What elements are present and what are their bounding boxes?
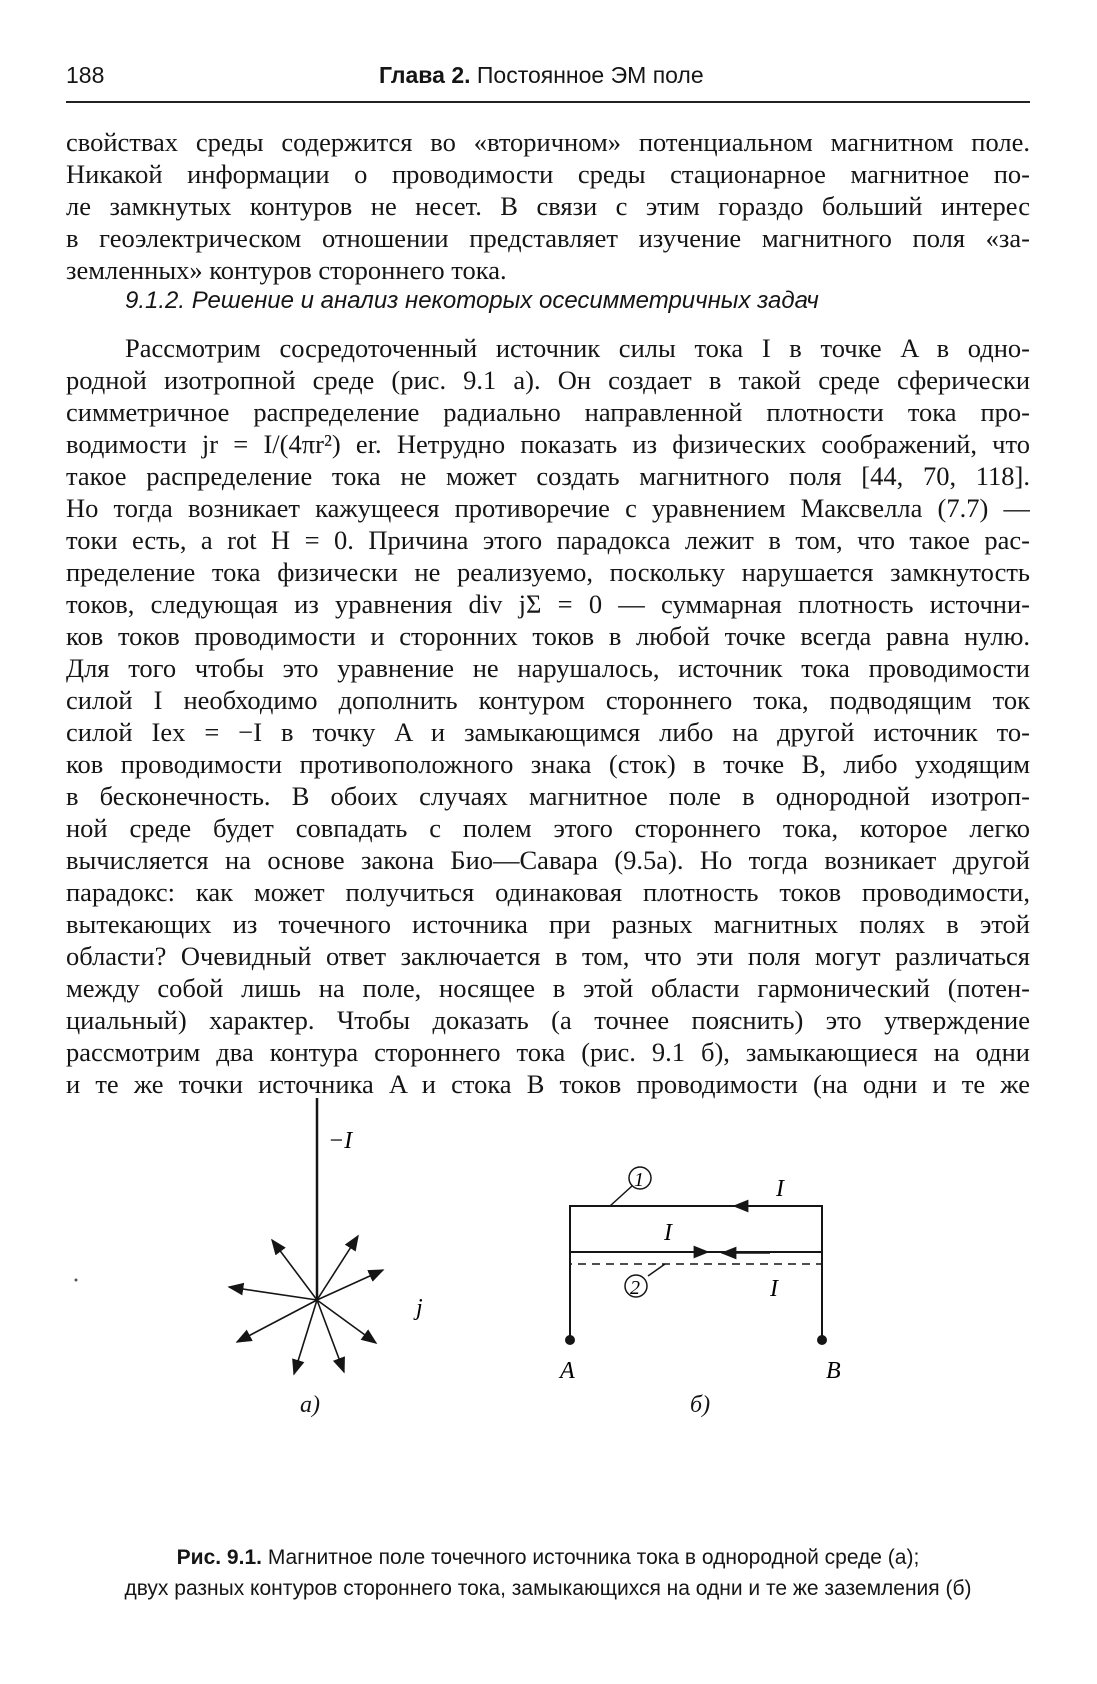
text-line: Никакой информации о проводимости среды стационарное магнитное по- bbox=[66, 159, 1030, 189]
marker-2-leader bbox=[648, 1264, 665, 1276]
text-line: рассмотрим два контура стороннего тока (рис. 9.1 б), замыкающиеся на одни bbox=[66, 1037, 1030, 1067]
current-label-minus-i: −I bbox=[328, 1128, 353, 1154]
text-line: вычисляется на основе закона Био—Савара (9.5а). Но тогда возникает другой bbox=[66, 845, 1030, 875]
radial-arrow bbox=[229, 1287, 317, 1300]
text-line: ков токов проводимости и сторонних токов в любой точке всегда равна нулю. bbox=[66, 621, 1030, 651]
text-line: области? Очевидный ответ заключается в том, что эти поля могут различаться bbox=[66, 941, 1030, 971]
contour-2 bbox=[570, 1264, 822, 1340]
point-b-dot bbox=[817, 1335, 827, 1345]
figure-drawing bbox=[0, 1090, 1097, 1440]
text-line: вытекающих из точечного источника при разных магнитных полях в этой bbox=[66, 909, 1030, 939]
text-line: водимости jr = I/(4πr²) er. Нетрудно показать из физических соображений, что bbox=[66, 429, 1030, 459]
current-top-label: I bbox=[776, 1176, 784, 1202]
text-line: циальный) характер. Чтобы доказать (а точнее пояснить) это утверждение bbox=[66, 1005, 1030, 1035]
radial-current-arrows bbox=[229, 1236, 383, 1374]
text-line: силой Iex = −I в точку A и замыкающимся либо на другой источник то- bbox=[66, 717, 1030, 747]
contour-2-marker: 2 bbox=[630, 1277, 640, 1299]
panel-b-drawing bbox=[558, 1167, 841, 1384]
text-line: земленных» контуров стороннего тока. bbox=[66, 255, 507, 285]
chapter-label: Глава 2. bbox=[379, 62, 471, 88]
current-dashed-label: I bbox=[770, 1276, 778, 1302]
figure-caption-line-2: двух разных контуров стороннего тока, замыкающихся на одни и те же заземления (б) bbox=[124, 1577, 972, 1600]
figure-caption-line-1 bbox=[66, 1546, 1030, 1570]
text-line: и те же точки источника A и стока B токов проводимости (на одни и те же bbox=[66, 1069, 1030, 1099]
figure-9-1 bbox=[0, 1090, 1097, 1440]
current-mid-label: I bbox=[664, 1220, 672, 1246]
text-line: такое распределение тока не может создать магнитного поля [44, 70, 118]. bbox=[66, 461, 1030, 491]
panel-b-label: б) bbox=[690, 1392, 711, 1418]
text-line: свойствах среды содержится во «вторичном» потенциальном магнитном поле. bbox=[66, 127, 1030, 157]
point-a-label: A bbox=[560, 1358, 575, 1384]
text-line: токи есть, а rot H = 0. Причина этого парадокса лежит в том, что такое рас- bbox=[66, 525, 1030, 555]
panel-a-label: а) bbox=[300, 1392, 320, 1418]
chapter-title: Постоянное ЭМ поле bbox=[476, 62, 704, 88]
caption-text-1: Магнитное поле точечного источника тока в однородной среде (а); bbox=[267, 1546, 920, 1569]
radial-arrow bbox=[237, 1300, 317, 1342]
point-b-label: B bbox=[826, 1358, 841, 1384]
text-line: пределение тока физически не реализуемо, поскольку нарушается замкнутость bbox=[66, 557, 1030, 587]
text-line: токов, следующая из уравнения div jΣ = 0 — суммарная плотность источни- bbox=[66, 589, 1030, 619]
text-line: в геоэлектрическом отношении представляет изучение магнитного поля «за- bbox=[66, 223, 1030, 253]
text-line: ле замкнутых контуров не несет. В связи с этим гораздо больший интерес bbox=[66, 191, 1030, 221]
scan-dot bbox=[75, 1279, 78, 1282]
text-line: родной изотропной среде (рис. 9.1 а). Он создает в такой среде сферически bbox=[66, 365, 1030, 395]
radial-arrow bbox=[272, 1240, 317, 1300]
text-line: в бесконечность. В обоих случаях магнитное поле в однородной изотроп- bbox=[66, 781, 1030, 811]
marker-1-leader bbox=[610, 1186, 632, 1206]
panel-a-drawing bbox=[75, 1098, 424, 1374]
page-number: 188 bbox=[66, 62, 105, 88]
text-line: силой I необходимо дополнить контуром стороннего тока, подводящим ток bbox=[66, 685, 1030, 715]
header-rule bbox=[66, 101, 1030, 103]
running-header bbox=[66, 62, 1030, 92]
text-line: парадокс: как может получиться одинаковая плотность токов проводимости, bbox=[66, 877, 1030, 907]
text-line: Рассмотрим сосредоточенный источник силы тока I в точке A в одно- bbox=[125, 333, 1030, 363]
point-a-dot bbox=[565, 1335, 575, 1345]
running-title bbox=[379, 62, 704, 89]
text-line: симметричное распределение радиально направленной плотности тока про- bbox=[66, 397, 1030, 427]
density-label-j: j bbox=[416, 1295, 423, 1321]
text-line: Но тогда возникает кажущееся противоречие с уравнением Максвелла (7.7) — bbox=[66, 493, 1030, 523]
text-line: Для того чтобы это уравнение не нарушалось, источник тока проводимости bbox=[66, 653, 1030, 683]
section-heading: 9.1.2. Решение и анализ некоторых осесимметричных задач bbox=[125, 287, 819, 314]
text-line: ной среде будет совпадать с полем этого стороннего тока, которое легко bbox=[66, 813, 1030, 843]
caption-label: Рис. 9.1. bbox=[176, 1546, 262, 1569]
contour-1 bbox=[570, 1206, 822, 1340]
contour-1-marker: 1 bbox=[634, 1169, 644, 1191]
text-line: между собой лишь на поле, носящее в этой области гармонический (потен- bbox=[66, 973, 1030, 1003]
text-line: ков проводимости противоположного знака (сток) в точке B, либо уходящим bbox=[66, 749, 1030, 779]
